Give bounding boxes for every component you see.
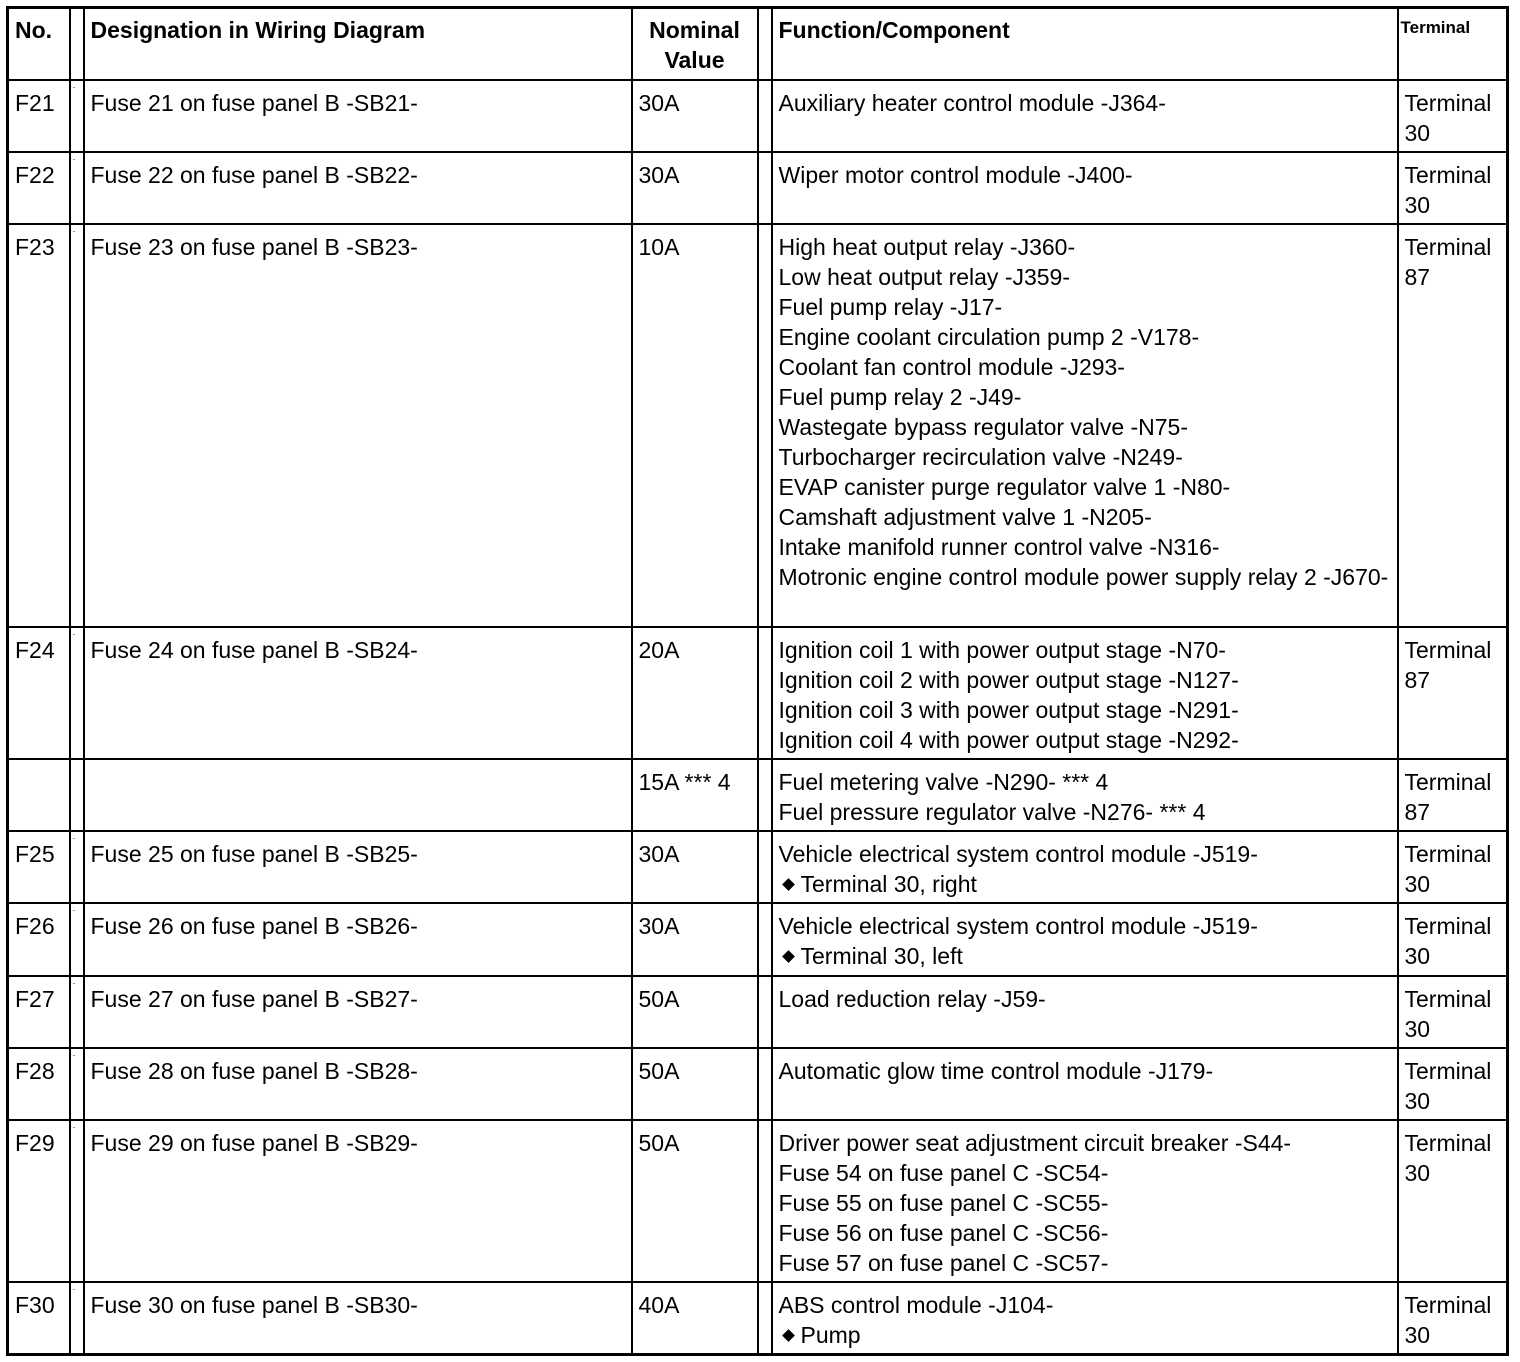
function-list — [773, 1121, 1397, 1278]
designation-cell — [84, 627, 632, 759]
function-text: Vehicle electrical system control module -J519- — [778, 913, 1258, 940]
fuse-number-cell — [8, 627, 70, 759]
function-item — [779, 352, 1397, 382]
fuse-number-cell — [8, 1048, 70, 1120]
nominal-value: 50A — [638, 985, 680, 1012]
function-item — [779, 262, 1397, 292]
spacer-cell — [758, 759, 772, 831]
fuse-number: F26 — [15, 913, 55, 940]
terminal-number: 87 — [1404, 263, 1431, 290]
nominal-value-cell — [632, 627, 758, 759]
terminal-label: Terminal — [1404, 636, 1492, 663]
function-item — [779, 502, 1397, 532]
designation-cell — [84, 903, 632, 975]
terminal-number: 87 — [1404, 666, 1431, 693]
function-text: Fuse 54 on fuse panel C -SC54- — [778, 1159, 1109, 1186]
terminal-number: 30 — [1404, 1087, 1431, 1114]
terminal-label: Terminal — [1404, 841, 1492, 868]
fuse-number: F21 — [15, 89, 55, 116]
header-terminal: Terminal — [1398, 8, 1508, 80]
terminal-value — [1399, 977, 1507, 1044]
function-text: Terminal 30, right — [800, 871, 977, 898]
terminal-cell — [1398, 1120, 1508, 1282]
terminal-cell — [1398, 1048, 1508, 1120]
function-text: Fuel pump relay -J17- — [778, 293, 1003, 320]
nominal-value-cell — [632, 152, 758, 224]
fuse-number-cell — [8, 152, 70, 224]
terminal-cell — [1398, 903, 1508, 975]
terminal-label: Terminal — [1404, 1057, 1492, 1084]
nominal-value-cell — [632, 1048, 758, 1120]
function-list — [773, 628, 1397, 755]
nominal-value: 30A — [638, 89, 680, 116]
function-item — [779, 695, 1397, 725]
fuse-number-cell — [8, 1282, 70, 1354]
function-list — [773, 904, 1397, 971]
designation: Fuse 25 on fuse panel B -SB25- — [90, 841, 418, 868]
fuse-number-cell — [8, 80, 70, 152]
function-item — [779, 472, 1397, 502]
marker-dot: · — [72, 153, 76, 164]
designation: Fuse 26 on fuse panel B -SB26- — [90, 913, 418, 940]
function-text: Fuse 55 on fuse panel C -SC55- — [778, 1189, 1109, 1216]
fuse-number-cell — [8, 224, 70, 627]
nominal-value-cell — [632, 224, 758, 627]
table-row — [8, 224, 1508, 627]
function-text: Ignition coil 1 with power output stage -N70- — [778, 636, 1226, 663]
spacer-cell — [758, 903, 772, 975]
function-cell — [772, 1048, 1398, 1120]
designation-cell — [84, 224, 632, 627]
table-row — [8, 831, 1508, 903]
designation: Fuse 23 on fuse panel B -SB23- — [90, 233, 418, 260]
designation-cell — [84, 80, 632, 152]
nominal-value: 10A — [638, 233, 680, 260]
spacer-cell — [758, 976, 772, 1048]
function-cell — [772, 80, 1398, 152]
header-no: No. — [8, 8, 70, 80]
fuse-number: F27 — [15, 985, 55, 1012]
table-row — [8, 1048, 1508, 1120]
marker-cell — [70, 1120, 84, 1282]
terminal-label: Terminal — [1404, 1129, 1492, 1156]
function-text: Fuse 57 on fuse panel C -SC57- — [778, 1249, 1109, 1276]
terminal-cell — [1398, 1282, 1508, 1354]
function-list — [773, 225, 1397, 592]
function-text: Driver power seat adjustment circuit breaker -S44- — [778, 1129, 1292, 1156]
marker-dot: · — [72, 628, 76, 639]
function-text: Fuel metering valve -N290- *** 4 — [778, 769, 1109, 796]
function-list — [773, 81, 1397, 118]
nominal-value: 20A — [638, 636, 680, 663]
function-text: Wastegate bypass regulator valve -N75- — [778, 413, 1189, 440]
header-spacer-2 — [758, 8, 772, 80]
terminal-number: 30 — [1404, 191, 1431, 218]
function-cell — [772, 831, 1398, 903]
terminal-number: 30 — [1404, 1159, 1431, 1186]
terminal-value — [1399, 1121, 1507, 1188]
function-text: Low heat output relay -J359- — [778, 263, 1071, 290]
function-cell — [772, 759, 1398, 831]
function-item — [779, 665, 1397, 695]
function-text: Auxiliary heater control module -J364- — [778, 89, 1166, 116]
designation: Fuse 27 on fuse panel B -SB27- — [90, 985, 418, 1012]
function-subitem — [779, 869, 1397, 899]
function-list — [773, 1283, 1397, 1350]
function-text: EVAP canister purge regulator valve 1 -N80- — [778, 473, 1231, 500]
spacer-cell — [758, 627, 772, 759]
function-item — [779, 292, 1397, 322]
terminal-value — [1399, 225, 1507, 292]
marker-cell — [70, 976, 84, 1048]
function-cell — [772, 976, 1398, 1048]
designation: Fuse 29 on fuse panel B -SB29- — [90, 1129, 418, 1156]
table-row — [8, 152, 1508, 224]
marker-dot: · — [72, 1284, 76, 1295]
header-nominal-line2: Value — [664, 47, 725, 73]
nominal-value: 30A — [638, 841, 680, 868]
marker-dot: · — [72, 1049, 76, 1060]
terminal-value — [1399, 153, 1507, 220]
function-item — [779, 635, 1397, 665]
terminal-cell — [1398, 80, 1508, 152]
designation — [85, 760, 631, 767]
marker-cell — [70, 80, 84, 152]
terminal-cell — [1398, 224, 1508, 627]
function-list — [773, 760, 1397, 827]
function-cell — [772, 627, 1398, 759]
terminal-label: Terminal — [1404, 985, 1492, 1012]
terminal-value — [1399, 81, 1507, 148]
table-row — [8, 759, 1508, 831]
fuse-number-cell — [8, 831, 70, 903]
marker-cell — [70, 759, 84, 831]
function-cell — [772, 1282, 1398, 1354]
fuse-table — [6, 6, 1509, 1356]
diamond-bullet-icon — [782, 1329, 795, 1342]
function-item — [779, 911, 1397, 941]
nominal-value-cell — [632, 903, 758, 975]
fuse-number-cell — [8, 903, 70, 975]
function-item — [779, 767, 1397, 797]
fuse-number-cell — [8, 976, 70, 1048]
function-list — [773, 153, 1397, 190]
function-text: Ignition coil 4 with power output stage -N292- — [778, 726, 1239, 753]
designation-cell — [84, 1282, 632, 1354]
nominal-value-cell — [632, 80, 758, 152]
fuse-number: F24 — [15, 636, 55, 663]
spacer-cell — [758, 1120, 772, 1282]
fuse-number — [9, 760, 69, 767]
terminal-value — [1399, 628, 1507, 695]
function-text: Fuse 56 on fuse panel C -SC56- — [778, 1219, 1109, 1246]
terminal-cell — [1398, 976, 1508, 1048]
designation-cell — [84, 1048, 632, 1120]
function-item — [779, 160, 1397, 190]
function-item — [779, 797, 1397, 827]
marker-cell — [70, 1282, 84, 1354]
terminal-label: Terminal — [1404, 233, 1492, 260]
nominal-value: 15A *** 4 — [638, 769, 731, 796]
nominal-value: 50A — [638, 1129, 680, 1156]
function-item — [779, 1056, 1397, 1086]
marker-cell — [70, 1048, 84, 1120]
spacer-cell — [758, 1048, 772, 1120]
terminal-cell — [1398, 627, 1508, 759]
table-row — [8, 1120, 1508, 1282]
function-item — [779, 232, 1397, 262]
fuse-number: F23 — [15, 233, 55, 260]
function-list — [773, 1049, 1397, 1086]
designation: Fuse 22 on fuse panel B -SB22- — [90, 161, 418, 188]
nominal-value-cell — [632, 976, 758, 1048]
marker-cell — [70, 627, 84, 759]
terminal-label: Terminal — [1404, 1292, 1492, 1319]
function-text: Vehicle electrical system control module -J519- — [778, 841, 1258, 868]
header-spacer — [70, 8, 84, 80]
nominal-value-cell — [632, 1120, 758, 1282]
function-item — [779, 725, 1397, 755]
function-cell — [772, 903, 1398, 975]
marker-cell — [70, 903, 84, 975]
function-item — [779, 839, 1397, 869]
table-row — [8, 976, 1508, 1048]
marker-cell — [70, 831, 84, 903]
function-item — [779, 442, 1397, 472]
spacer-cell — [758, 224, 772, 627]
terminal-number: 87 — [1404, 799, 1431, 826]
marker-dot: · — [72, 905, 76, 916]
function-text: Fuel pump relay 2 -J49- — [778, 383, 1022, 410]
header-nominal-value — [632, 8, 758, 80]
function-text: Wiper motor control module -J400- — [778, 161, 1133, 188]
function-text: Pump — [800, 1322, 861, 1349]
function-text: Turbocharger recirculation valve -N249- — [778, 443, 1183, 470]
fuse-number: F28 — [15, 1057, 55, 1084]
designation-cell — [84, 1120, 632, 1282]
spacer-cell — [758, 152, 772, 224]
designation: Fuse 21 on fuse panel B -SB21- — [90, 89, 418, 116]
function-cell — [772, 224, 1398, 627]
function-text: Ignition coil 3 with power output stage -N291- — [778, 696, 1239, 723]
marker-cell — [70, 224, 84, 627]
function-subitem — [779, 941, 1397, 971]
terminal-cell — [1398, 831, 1508, 903]
function-text: Automatic glow time control module -J179- — [778, 1057, 1214, 1084]
nominal-value: 50A — [638, 1057, 680, 1084]
spacer-cell — [758, 1282, 772, 1354]
terminal-value — [1399, 904, 1507, 971]
function-item — [779, 1290, 1397, 1320]
nominal-value-cell — [632, 831, 758, 903]
designation: Fuse 28 on fuse panel B -SB28- — [90, 1057, 418, 1084]
table-row — [8, 80, 1508, 152]
fuse-number: F30 — [15, 1292, 55, 1319]
terminal-number: 30 — [1404, 943, 1431, 970]
designation-cell — [84, 152, 632, 224]
fuse-number-cell — [8, 1120, 70, 1282]
nominal-value: 30A — [638, 161, 680, 188]
table-row — [8, 627, 1508, 759]
terminal-value — [1399, 1049, 1507, 1116]
function-list — [773, 832, 1397, 899]
fuse-number-cell — [8, 759, 70, 831]
function-item — [779, 88, 1397, 118]
function-text: Camshaft adjustment valve 1 -N205- — [778, 503, 1152, 530]
function-item — [779, 1128, 1397, 1158]
function-text: Engine coolant circulation pump 2 -V178- — [778, 323, 1200, 350]
function-item — [779, 1218, 1397, 1248]
marker-dot: · — [72, 833, 76, 844]
marker-dot: · — [72, 81, 76, 92]
terminal-number: 30 — [1404, 119, 1431, 146]
terminal-value — [1399, 832, 1507, 899]
spacer-cell — [758, 831, 772, 903]
header-nominal-line1: Nominal — [649, 17, 740, 43]
function-item — [779, 1188, 1397, 1218]
terminal-number: 30 — [1404, 1015, 1431, 1042]
function-text: Load reduction relay -J59- — [778, 985, 1046, 1012]
nominal-value-cell — [632, 1282, 758, 1354]
fuse-number: F22 — [15, 161, 55, 188]
header-designation: Designation in Wiring Diagram — [84, 8, 632, 80]
marker-dot: · — [72, 1121, 76, 1132]
terminal-number: 30 — [1404, 1322, 1431, 1349]
designation-cell — [84, 831, 632, 903]
function-item — [779, 562, 1397, 592]
function-item — [779, 984, 1397, 1014]
terminal-label: Terminal — [1404, 769, 1492, 796]
terminal-label: Terminal — [1404, 913, 1492, 940]
terminal-cell — [1398, 152, 1508, 224]
table-row — [8, 1282, 1508, 1354]
header-row — [8, 8, 1508, 80]
designation-cell — [84, 976, 632, 1048]
function-item — [779, 382, 1397, 412]
function-item — [779, 1158, 1397, 1188]
function-text: Terminal 30, left — [800, 943, 963, 970]
nominal-value: 40A — [638, 1292, 680, 1319]
marker-dot: · — [72, 977, 76, 988]
function-list — [773, 977, 1397, 1014]
designation: Fuse 24 on fuse panel B -SB24- — [90, 636, 418, 663]
function-cell — [772, 152, 1398, 224]
function-text: Ignition coil 2 with power output stage -N127- — [778, 666, 1239, 693]
terminal-value — [1399, 760, 1507, 827]
function-text: Motronic engine control module power supply relay 2 -J670- — [778, 563, 1389, 590]
function-item — [779, 532, 1397, 562]
table-row — [8, 903, 1508, 975]
fuse-number: F25 — [15, 841, 55, 868]
function-cell — [772, 1120, 1398, 1282]
function-text: High heat output relay -J360- — [778, 233, 1076, 260]
terminal-label: Terminal — [1404, 161, 1492, 188]
function-item — [779, 322, 1397, 352]
diamond-bullet-icon — [782, 950, 795, 963]
terminal-number: 30 — [1404, 871, 1431, 898]
function-text: Coolant fan control module -J293- — [778, 353, 1125, 380]
function-text: Fuel pressure regulator valve -N276- *** 4 — [778, 799, 1206, 826]
fuse-number: F29 — [15, 1129, 55, 1156]
marker-cell — [70, 152, 84, 224]
marker-dot: · — [72, 225, 76, 236]
spacer-cell — [758, 80, 772, 152]
terminal-label: Terminal — [1404, 89, 1492, 116]
nominal-value: 30A — [638, 913, 680, 940]
diamond-bullet-icon — [782, 878, 795, 891]
terminal-value — [1399, 1283, 1507, 1350]
function-item — [779, 1248, 1397, 1278]
function-text: ABS control module -J104- — [778, 1292, 1054, 1319]
designation: Fuse 30 on fuse panel B -SB30- — [90, 1292, 418, 1319]
function-item — [779, 412, 1397, 442]
function-text: Intake manifold runner control valve -N316- — [778, 533, 1220, 560]
nominal-value-cell — [632, 759, 758, 831]
terminal-cell — [1398, 759, 1508, 831]
designation-cell — [84, 759, 632, 831]
function-subitem — [779, 1320, 1397, 1350]
header-function: Function/Component — [772, 8, 1398, 80]
